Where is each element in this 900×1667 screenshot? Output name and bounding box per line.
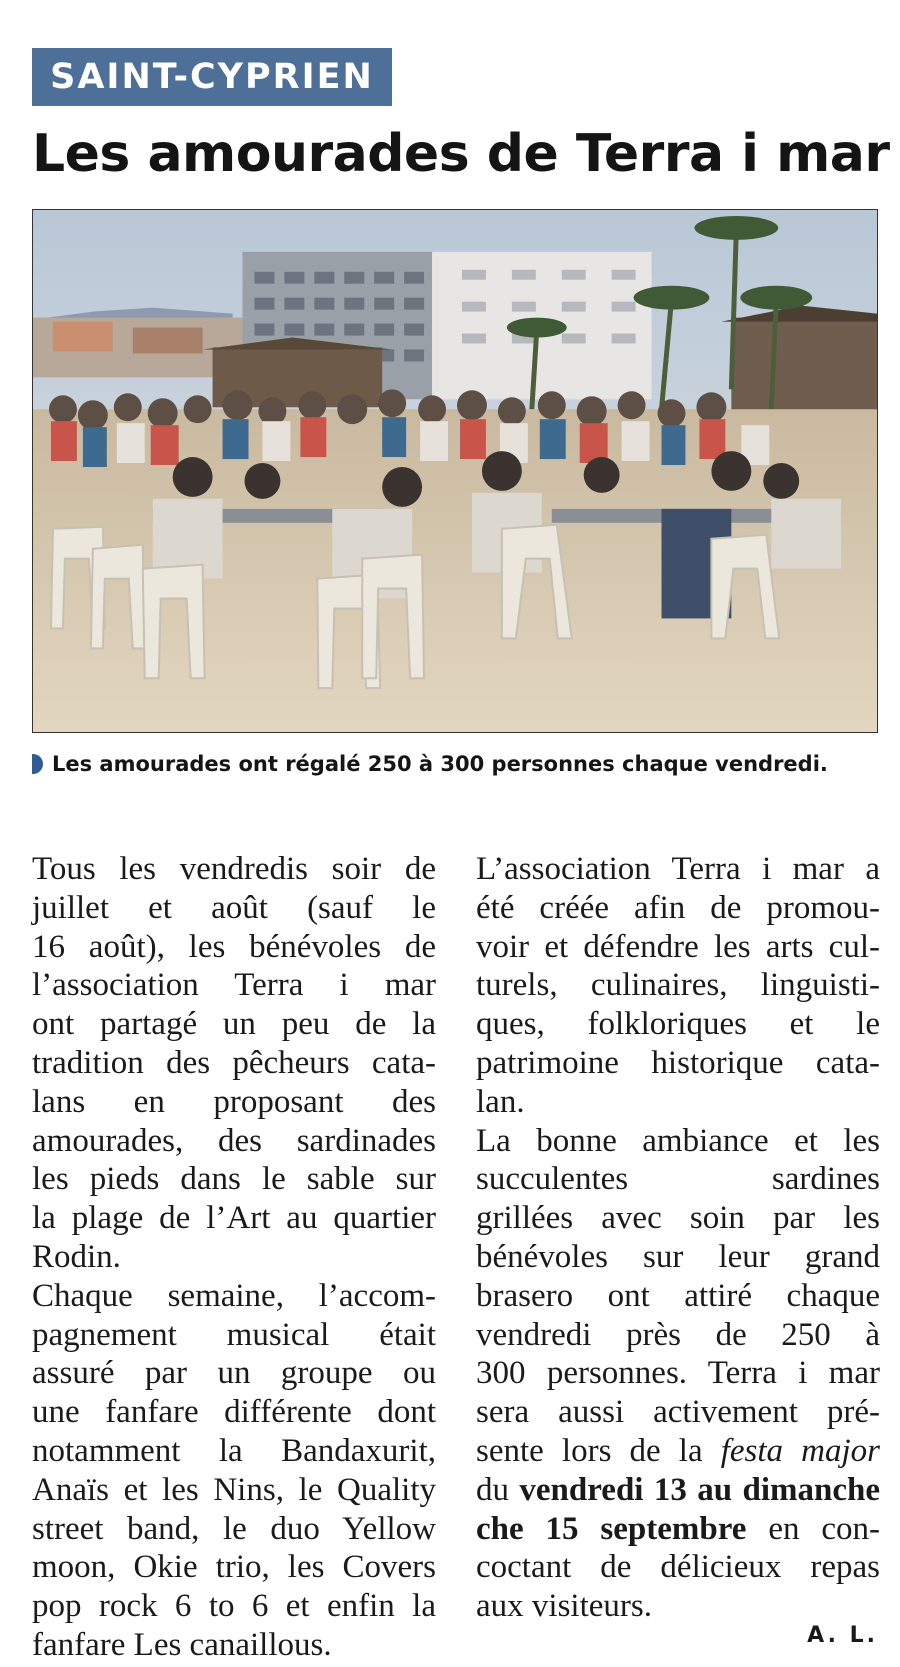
text-line: patrimoine historique cata- <box>476 1044 880 1081</box>
text-line: lans en proposant des <box>32 1083 436 1120</box>
text-line: fanfare Les canaillous. <box>32 1626 332 1663</box>
text-line <box>476 1432 880 1471</box>
text-line: une fanfare différente dont <box>32 1394 436 1431</box>
text-line: grillées avec soin par les <box>476 1200 880 1237</box>
text-line: 16 août), les bénévoles de <box>32 928 436 965</box>
section-rubric: SAINT-CYPRIEN <box>32 48 392 106</box>
date-suffix: en con- <box>746 1510 880 1547</box>
article-column-left <box>32 850 436 1665</box>
text-line <box>476 1510 880 1549</box>
caption-text: Les amourades ont régalé 250 à 300 personnes chaque vendredi. <box>52 752 828 776</box>
photo-caption <box>32 748 862 780</box>
article-photo <box>32 209 878 733</box>
text-line: Tous les vendredis soir de <box>32 851 436 887</box>
author-signature: A. L. <box>807 1623 878 1648</box>
text-line: juillet et août (sauf le <box>32 889 436 926</box>
beach-dinner-photo-icon <box>33 210 877 732</box>
text-line: L’association Terra i mar a <box>476 851 880 887</box>
caption-marker-icon <box>32 754 43 774</box>
article-headline: Les amourades de Terra i mar <box>32 124 890 184</box>
text-line: succulentes sardines <box>476 1161 880 1198</box>
text-line: été créée afin de promou- <box>476 889 880 926</box>
date-bold-1: vendredi 13 au dimanche <box>519 1471 880 1508</box>
text-line: lan. <box>476 1083 525 1120</box>
text-line: la plage de l’Art au quartier <box>32 1200 436 1237</box>
text-line: les pieds dans le sable sur <box>32 1161 436 1198</box>
date-bold-2: che 15 septembre <box>476 1510 747 1547</box>
text-line: brasero ont attiré chaque <box>476 1277 880 1314</box>
text-line: aux visiteurs. <box>476 1588 652 1625</box>
date-prefix: du <box>476 1471 520 1508</box>
text-line: La bonne ambiance et les <box>476 1122 880 1159</box>
text-line: ont partagé un peu de la <box>32 1006 436 1043</box>
text-line: moon, Okie trio, les Covers <box>32 1549 436 1586</box>
article-column-right <box>476 850 880 1626</box>
text-line: tradition des pêcheurs cata- <box>32 1044 436 1081</box>
text-line <box>476 1471 880 1510</box>
text-line: Anaïs et les Nins, le Quality <box>32 1471 436 1508</box>
text-line: pop rock 6 to 6 et enfin la <box>32 1588 436 1625</box>
text-line: amourades, des sardinades <box>32 1122 436 1159</box>
text-line: l’association Terra i mar <box>32 967 436 1004</box>
text-line: pagnement musical était <box>32 1316 436 1353</box>
text-line: assuré par un groupe ou <box>32 1355 436 1392</box>
text-line: voir et défendre les arts cul- <box>476 928 880 965</box>
text-line: vendredi près de 250 à <box>476 1316 880 1353</box>
text-line: Chaque semaine, l’accom- <box>32 1277 436 1314</box>
text-line: sera aussi activement pré- <box>476 1394 880 1431</box>
festa-major-italic: festa major <box>720 1432 880 1469</box>
text-line: ques, folkloriques et le <box>476 1006 880 1043</box>
text-line: coctant de délicieux repas <box>476 1549 880 1586</box>
text-line: 300 personnes. Terra i mar <box>476 1355 880 1392</box>
text-line: bénévoles sur leur grand <box>476 1238 880 1275</box>
text-line: turels, culinaires, linguisti- <box>476 967 880 1004</box>
text-line: Rodin. <box>32 1238 121 1275</box>
text-line: street band, le duo Yellow <box>32 1510 436 1547</box>
text-line: notamment la Bandaxurit, <box>32 1432 436 1469</box>
festa-prefix: sente lors de la <box>476 1432 721 1469</box>
